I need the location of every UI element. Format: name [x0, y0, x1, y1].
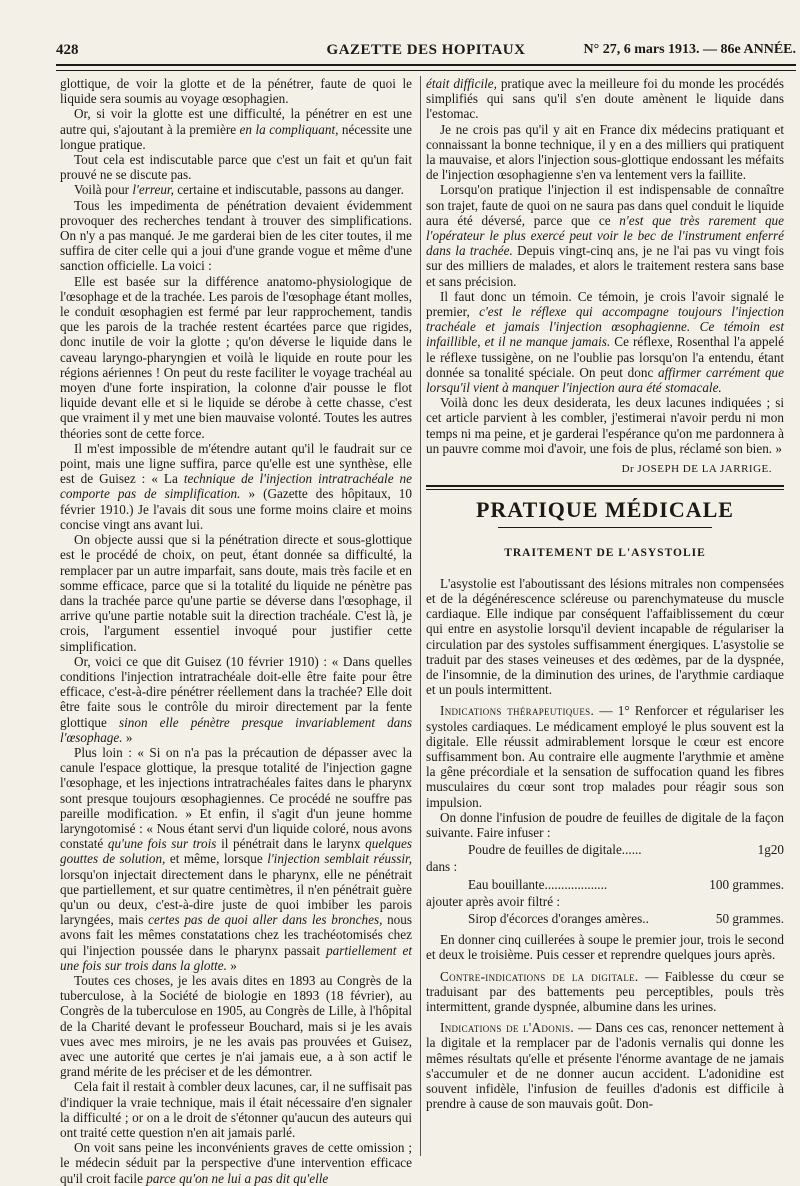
paragraph: On objecte aussi que si la pénétration directe et sous-glottique est le procédé de choix, on peut, étant donnée sa difficulté, la remplacer par un autre imparfait, sans doute, mais très facile et en somme efficace, parce que si la totalité du liquide ne pénètre pas dans la trachée parce qu'une partie se déverse dans l'œsophage, il arrive qu'une partie notable suit la direction trachéale. C'est là, je crois, l'argument essentiel invoqué pour justifier cette simplification.: [60, 532, 412, 654]
paragraph: Indications de l'Adonis. — Dans ces cas, renoncer nettement à la digitale et la remplacer par de l'adonis vernalis qui donne les mêmes résultats qu'elle et présente l'énorme avantage de ne jamais s'accumuler et de ne donner aucun accident. L'adonidine est souvent infidèle, l'infusion de feuilles d'adonis est difficile à prendre à cause de son mauvais goût. Don-: [426, 1020, 784, 1112]
left-column: [60, 76, 412, 1186]
page-number: 428: [56, 42, 79, 58]
paragraph: Contre-indications de la digitale. — Faiblesse du cœur se traduisant par des battements peu perceptibles, pouls très intermittent, grande dyspnée, albumine dans les urines.: [426, 968, 784, 1014]
column-divider: [420, 76, 421, 1156]
paragraph: En donner cinq cuillerées à soupe le premier jour, trois le second et deux le troisième. Puis cesser et reprendre quelques jours après.: [426, 932, 784, 963]
paragraph: Elle est basée sur la différence anatomo-physiologique de l'œsophage et de la trachée. Les parois de l'œsophage étant molles, le conduit œsophagien est fermé par leur rapprochement, tandis que les parois de la trachée restent écartées parce que rigides, donc inutile de voir la glotte ; qu'on déverse le liquide dans le caveau laryngo-pharyngien et voilà le liquide en route pour les régions aériennes ! On peut du reste faciliter le voyage trachéal au moyen d'une forte inspiration, la colonne d'air pousse le flot liquide devant elle et si le liquide se dérobe à cette chasse, c'est que vraiment il y met une bien mauvaise volonté. Toutes les autres théories sont de cette force.: [60, 273, 412, 441]
paragraph: Indications thérapeutiques. — 1° Renforcer et régulariser les systoles cardiaques. Le médicament employé le plus souvent est la digitale. Elle réussit admirablement lorsque le cœur est encore suffisamment bon. Au contraire elle augmente l'arythmie et amène la gêne précordiale et la sensation de suffocation quand les fibres musculaires du cœur sont trop malades pour réagir sous son impulsion.: [426, 703, 784, 810]
recipe-note: ajouter après avoir filtré :: [426, 893, 561, 909]
author-signature: Dr JOSEPH DE LA JARRIGE.: [621, 463, 772, 476]
paragraph: On donne l'infusion de poudre de feuilles de digitale de la façon suivante. Faire infuser :: [426, 809, 784, 840]
paragraph: était difficile, pratique avec la meilleure foi du monde les procédés simplifiés qui sans qu'il s'en doute amènent le liquide dans l'estomac.: [426, 76, 784, 122]
paragraph: Tous les impedimenta de pénétration devaient évidemment provoquer des recherches tendant à trouver des simplifications. On n'y a pas manqué. Je me garderai bien de les citer toutes, il me suffira de citer celle qui a joui d'une grande vogue et même d'une sanction officielle. La voici :: [60, 197, 412, 274]
paragraph: Je ne crois pas qu'il y ait en France dix médecins pratiquant et connaissant la bonne technique, il y en a des milliers qui pratiquent la mauvaise, et alors l'injection sous-glottique endossant les méfaits de l'injection œsophagienne s'en va lentement vers la faillite.: [426, 121, 784, 183]
recipe-line: Eau bouillante................... 100 grammes.: [468, 876, 784, 892]
issue-info: N° 27, 6 mars 1913. — 86e ANNÉE.: [583, 42, 796, 57]
right-column: [426, 76, 784, 1111]
header-rule: [56, 64, 796, 66]
paragraph: Il m'est impossible de m'étendre autant qu'il le faudrait sur ce point, mais une ligne suffira, parce qu'elle est une synthèse, elle est de Guisez : « La technique de l'injection intratrachéale ne comporte pas de simplification. » (Gazette des hôpitaux, 10 février 1910.) Je l'avais dit sous une forme moins claire et moins concise vingt ans avant lui.: [60, 440, 412, 532]
section-rule-thin: [426, 489, 784, 490]
journal-title: GAZETTE DES HOPITAUX: [326, 42, 526, 58]
paragraph: Toutes ces choses, je les avais dites en 1893 au Congrès de la tuberculose, à la Société de biologie en 1893 (18 février), au Congrès de la tuberculose en 1905, au Congrès de Lille, à l'hôpital de la Charité devant le professeur Bouchard, mais si je les avais vues avec mes miroirs, je ne les avais pas prouvées et Guisez, avec une autorité que certes je n'ai jamais eue, a à son actif le grand mérite de les préciser et de les démontrer.: [60, 972, 412, 1080]
section-title: PRATIQUE MÉDICALE: [475, 497, 734, 523]
paragraph: Plus loin : « Si on n'a pas la précaution de dépasser avec la canule l'espace glottique, la presque totalité de l'injection gagne l'œsophage, et les injections intratrachéales faites dans le pharynx sont presque toujours œsophagiennes. Ce procédé ne souffre pas pareille modification. » Et enfin, il s'agit d'un jeune homme laryngotomisé : « Nous étant servi d'un liquide coloré, nous avons constaté qu'une fois sur trois il pénétrait dans le larynx quelques gouttes de solution, et même, lorsque l'injection semblait réussir, lorsqu'on injectait directement dans le pharynx, elle ne pénétrait que partiellement, et sur quatre centimètres, il n'en pénétrait guère qu'un ou deux, c'est-à-dire juste de quoi imbiber les parois laryngées, mais certes pas de quoi aller dans les bronches, nous avons fait les mêmes constatations chez les trachéotomisés chez qui l'injection poussée dans le pharynx passait partiellement et une fois sur trois dans la glotte. »: [60, 744, 413, 973]
paragraph: Or, voici ce que dit Guisez (10 février 1910) : « Dans quelles conditions l'injection intratrachéale doit-elle être faite pour être efficace, c'est-à-dire pénétrer réellement dans la trachée? Elle doit être faite sous le contrôle du miroir directement par la fente glottique sinon elle pénètre presque invariablement dans l'œsophage. »: [60, 653, 413, 745]
paragraph: glottique, de voir la glotte et de la pénétrer, faute de quoi le liquide sera soumis au voyage œsophagien.: [60, 76, 412, 107]
paragraph: Or, si voir la glotte est une difficulté, la pénétrer en est une autre qui, s'ajoutant à la première en la compliquant, nécessite une longue pratique.: [60, 106, 412, 152]
article-subtitle: TRAITEMENT DE L'ASYSTOLIE: [504, 547, 706, 560]
paragraph: On voit sans peine les inconvénients graves de cette omission ; le médecin séduit par la perspective d'une intervention efficace qu'il croit facile parce qu'on ne lui a pas dit qu'elle: [60, 1140, 412, 1186]
paragraph: Voilà donc les deux desiderata, les deux lacunes indiquées ; si cet article parvient à les combler, j'estimerai n'avoir perdu ni mon temps ni ma peine, et je garderai l'espérance qu'on me pardonnera à un pauvre comme moi d'avoir, une fois de plus, réclamé son bien. »: [426, 395, 784, 456]
paragraph: L'asystolie est l'aboutissant des lésions mitrales non compensées et de la dégénérescence scléreuse ou parenchymateuse du muscle cardiaque. Elle indique par conséquent l'affaiblissement du cœur qui entre en asystolie lorsqu'il devient incapable de régulariser la circulation par des systoles suffisamment énergiques. L'asystolie se traduit par des stases veineuses et des œdèmes, par de la dyspnée, de l'insomnie, de la diminution des urines, de l'arythmie cardiaque et un pouls intermittent.: [426, 575, 784, 698]
paragraph: Cela fait il restait à combler deux lacunes, car, il ne suffisait pas d'indiquer la vraie technique, mais il était nécessaire d'en signaler la difficulté ; or on a le droit de s'étonner qu'aucun des auteurs qui ont traité cette question n'en ait jamais parlé.: [60, 1079, 412, 1141]
paragraph: Tout cela est indiscutable parce que c'est un fait et qu'un fait prouvé ne se discute pas.: [60, 152, 412, 183]
recipe-line: Poudre de feuilles de digitale...... 1g20: [468, 842, 784, 858]
page-header: [56, 42, 796, 64]
paragraph: Lorsqu'on pratique l'injection il est indispensable de connaître son trajet, faute de quoi on ne saura pas dans quel conduit le liquide aura été déversé, parce que ce n'est que très rarement que l'opérateur le plus exercé peut voir le bec de l'instrument enferré dans la trachée. Depuis vingt-cinq ans, je ne l'ai pas vu vingt fois sur des milliers de malades, et alors le traitement restera sans base et sans précision.: [426, 182, 785, 289]
title-underline: [498, 527, 713, 528]
paragraph: Il faut donc un témoin. Ce témoin, je crois l'avoir signalé le premier, c'est le réflexe qui accompagne toujours l'injection trachéale et jamais l'injection œsophagienne. Ce témoin est infaillible, et il ne manque jamais. Ce réflexe, Rosenthal l'a appelé le réflexe tussigène, on ne l'oublie pas lorsqu'on l'a entendu, étant donnée sa tonalité spéciale. On peut donc affirmer carrément que lorsqu'il vient à manquer l'injection aura été stomacale.: [426, 288, 784, 396]
header-rule-thin: [56, 70, 796, 71]
section-rule: [426, 485, 784, 487]
paragraph: Voilà pour l'erreur, certaine et indiscutable, passons au danger.: [74, 182, 404, 198]
recipe-line: Sirop d'écorces d'oranges amères.. 50 grammes.: [468, 910, 784, 926]
recipe-note: dans :: [426, 859, 458, 875]
